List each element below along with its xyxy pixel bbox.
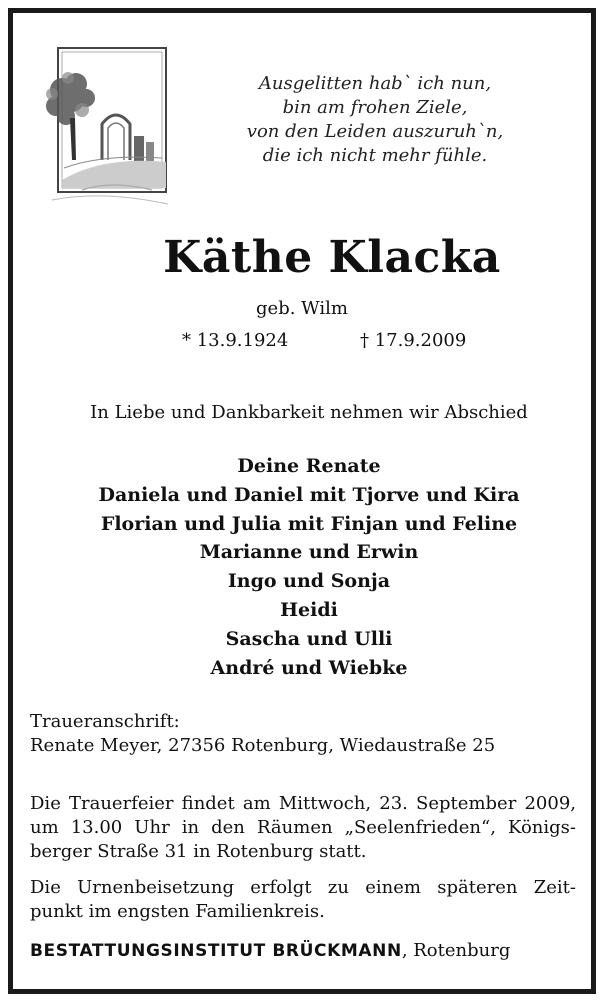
poem-line: bin am frohen Ziele,: [282, 97, 468, 118]
undertaker-name: BESTATTUNGSINSTITUT BRÜCKMANN: [30, 941, 402, 961]
funeral-ceremony-info: [30, 792, 576, 864]
mourner: André und Wiebke: [210, 656, 408, 679]
maiden-name: geb. Wilm: [256, 298, 348, 319]
mourner: Florian und Julia mit Finjan und Feline: [100, 512, 518, 535]
poem: [220, 72, 530, 168]
urn-line: Die Urnenbeisetzung erfolgt zu einem späteren Zeit-: [30, 877, 576, 898]
ceremony-line: berger Straße 31 in Rotenburg statt.: [30, 841, 367, 862]
mourning-address: [30, 710, 570, 758]
mourner: Daniela und Daniel mit Tjorve und Kira: [98, 483, 520, 506]
mourner: Sascha und Ulli: [225, 627, 393, 650]
address-label: Traueranschrift:: [30, 711, 180, 732]
poem-line: von den Leiden auszuruh`n,: [246, 121, 504, 142]
ceremony-line: Die Trauerfeier findet am Mittwoch, 23. September 2009,: [30, 793, 576, 814]
poem-line: die ich nicht mehr fühle.: [262, 145, 488, 166]
urn-line: punkt im engsten Familienkreis.: [30, 901, 325, 922]
mourner: Ingo und Sonja: [227, 570, 391, 593]
birth-date: * 13.9.1924: [182, 330, 289, 351]
mourner: Deine Renate: [237, 455, 381, 477]
mourner: Marianne und Erwin: [199, 541, 419, 564]
farewell-text: In Liebe und Dankbarkeit nehmen wir Abschied: [90, 402, 528, 423]
death-date: † 17.9.2009: [360, 330, 467, 351]
poem-line: Ausgelitten hab` ich nun,: [258, 73, 492, 94]
mourner: Heidi: [280, 598, 338, 621]
deceased-name: Käthe Klacka: [163, 232, 501, 283]
mourners-list: [0, 452, 604, 682]
undertaker-location: , Rotenburg: [401, 940, 511, 961]
ceremony-line: um 13.00 Uhr in den Räumen „Seelenfrieden“, Königs-: [30, 817, 576, 838]
address-line: Renate Meyer, 27356 Rotenburg, Wiedaustraße 25: [30, 735, 496, 756]
memorial-illustration: [42, 40, 174, 212]
urn-burial-info: [30, 876, 576, 924]
undertaker-signature: [30, 940, 510, 961]
